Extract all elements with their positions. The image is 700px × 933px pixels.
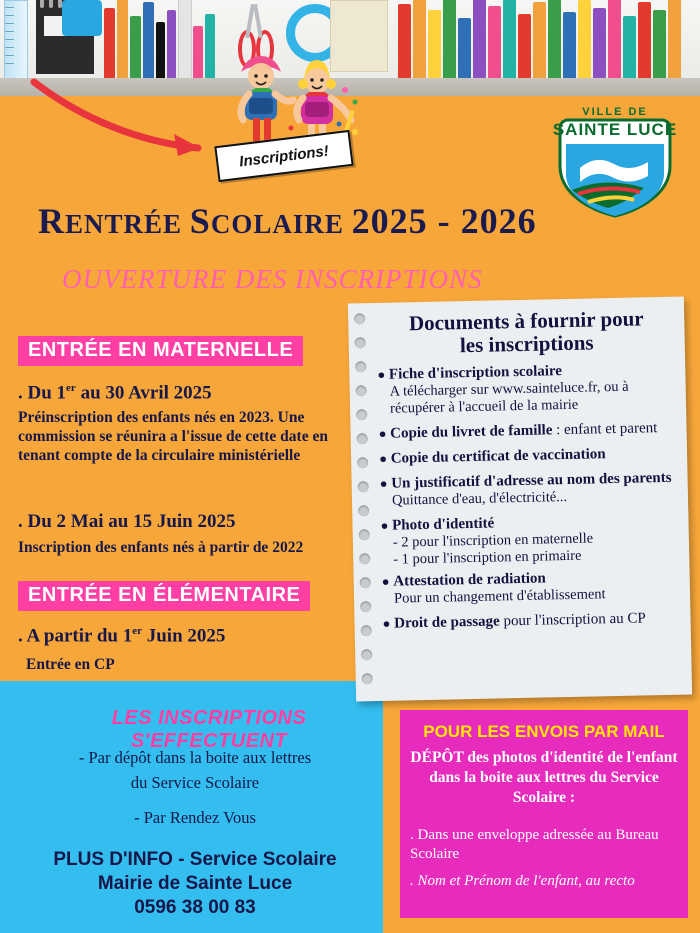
mail-panel-line-1: . Dans une enveloppe adressée au Bureau Scolaire — [410, 827, 659, 862]
maternelle-heading: ENTRÉE EN MATERNELLE — [18, 336, 303, 366]
paper-holes — [354, 313, 376, 691]
pencil-icon — [518, 14, 531, 80]
logo-top-text: VILLE DE — [582, 106, 648, 118]
document-item — [382, 609, 682, 633]
mail-panel-body: DÉPÔT des photos d'identité de l'enfant dans la boite aux lettres du Service Scolaire : — [410, 749, 678, 806]
documents-title-line1: Documents à fournir pour — [408, 306, 644, 336]
pencil-icon — [104, 8, 115, 80]
document-item-label: Copie du livret de famille — [390, 422, 553, 442]
document-item-label: Photo d'identité — [391, 515, 495, 534]
maternelle-body-2: Inscription des enfants nés à partir de 2022 — [18, 539, 304, 556]
pencil-icon — [668, 0, 681, 80]
pencil-icon — [563, 12, 576, 80]
pencil-icon — [548, 0, 561, 80]
elementaire-body: Entrée en CP — [26, 656, 115, 673]
pencil-icon — [578, 0, 591, 80]
logo-name: SAINTE LUCE — [552, 120, 678, 139]
document-item-rest: pour l'inscription au CP — [499, 610, 646, 630]
pencil-icon — [608, 0, 621, 80]
mail-panel-line-2: . Nom et Prénom de l'enfant, au recto — [410, 873, 635, 889]
document-item — [379, 444, 679, 468]
pencil-icon — [458, 18, 471, 80]
mail-panel-title: POUR LES ENVOIS PAR MAIL — [423, 722, 665, 741]
pencil-icon — [638, 2, 651, 80]
pencil-icon — [130, 16, 141, 80]
document-item-rest: : enfant et parent — [552, 420, 658, 439]
pencil-icon — [117, 0, 128, 80]
documents-title-line2: les inscriptions — [459, 330, 594, 358]
document-item-label: Fiche d'inscription scolaire — [388, 363, 563, 383]
pencil-icon — [473, 0, 486, 80]
pencil-icon — [443, 0, 456, 80]
title-entree: ENTRÉE — [65, 209, 190, 239]
maternelle-period-1: . Du 1er au 30 Avril 2025 — [18, 382, 212, 404]
pen-icon — [156, 22, 165, 80]
document-item-label: Un justificatif d'adresse au nom des parents — [391, 469, 672, 492]
bullet-icon: ● — [382, 615, 391, 631]
section-elementaire — [18, 581, 310, 611]
bullet-icon: ● — [378, 450, 388, 466]
section-maternelle — [18, 336, 303, 366]
pencil-icon — [623, 16, 636, 80]
contact-line-1: PLUS D'INFO - Service Scolaire — [53, 849, 337, 870]
pencil-icon — [533, 2, 546, 80]
bullet-icon: ● — [381, 573, 390, 589]
document-item-sub: A télécharger sur www.sainteluce.fr, ou à récupérer à l'accueil de la mairie — [389, 378, 629, 417]
ruler-icon — [4, 0, 28, 80]
inscriptions-line-1: - Par dépôt dans la boite aux lettres — [78, 748, 312, 767]
elementaire-period: . A partir du 1er Juin 2025 — [18, 625, 226, 647]
inscriptions-panel-title: LES INSCRIPTIONS S'EFFECTUENT — [111, 707, 307, 752]
pencil-icon — [193, 26, 203, 80]
title-s: S — [189, 201, 211, 241]
inscriptions-line-3: - Par Rendez Vous — [134, 808, 256, 827]
contact-phone: 0596 38 00 83 — [134, 897, 256, 918]
title-scolaire: COLAIRE — [210, 209, 352, 239]
document-item — [378, 419, 678, 443]
pen-icon — [167, 10, 176, 80]
pencil-icon — [398, 4, 411, 80]
inscriptions-line-2: du Service Scolaire — [130, 773, 260, 792]
page-title — [38, 200, 658, 242]
mail-panel — [400, 710, 688, 918]
contact-info — [10, 848, 380, 920]
maternelle-period-2: . Du 2 Mai au 15 Juin 2025 — [18, 511, 236, 532]
elementaire-heading: ENTRÉE EN ÉLÉMENTAIRE — [18, 581, 310, 611]
pencil-icon — [503, 0, 516, 80]
document-item-label: Attestation de radiation — [393, 570, 546, 590]
documents-notepaper — [348, 297, 692, 702]
stapler-icon — [62, 0, 102, 36]
inscriptions-panel-lines — [10, 745, 380, 830]
bullet-icon: ● — [380, 517, 389, 533]
title-years: 2025 - 2026 — [351, 201, 537, 241]
pencil-icon — [488, 6, 501, 80]
document-item-sub: - 2 pour l'inscription en maternelle - 1 pour l'inscription en primaire — [392, 530, 594, 568]
document-item-label: Droit de passage — [394, 613, 500, 632]
page-subtitle: OUVERTURE DES INSCRIPTIONS — [62, 264, 483, 294]
title-r: R — [38, 201, 65, 241]
bullet-icon: ● — [379, 475, 388, 491]
document-item-sub: Pour un changement d'établissement — [393, 586, 606, 607]
glue-stick-icon — [178, 0, 192, 80]
document-item-sub: Quittance d'eau, d'électricité... — [391, 489, 568, 509]
contact-line-2: Mairie de Sainte Luce — [97, 873, 293, 894]
bullet-icon: ● — [377, 366, 386, 382]
pencil-icon — [143, 2, 154, 80]
document-item-label: Copie du certificat de vaccination — [390, 446, 606, 467]
pencil-icon — [428, 10, 441, 80]
pencil-icon — [593, 8, 606, 80]
bullet-icon: ● — [378, 425, 387, 441]
maternelle-body-1: Préinscription des enfants nés en 2023. Une commission se réunira a l'issue de cette date en tenant compte de la circulaire ministérielle — [18, 409, 328, 464]
pencil-icon — [653, 10, 666, 80]
inscriptions-badge: Inscriptions! — [214, 130, 353, 182]
pencil-icon — [413, 0, 426, 80]
red-arrow-icon — [28, 78, 228, 178]
